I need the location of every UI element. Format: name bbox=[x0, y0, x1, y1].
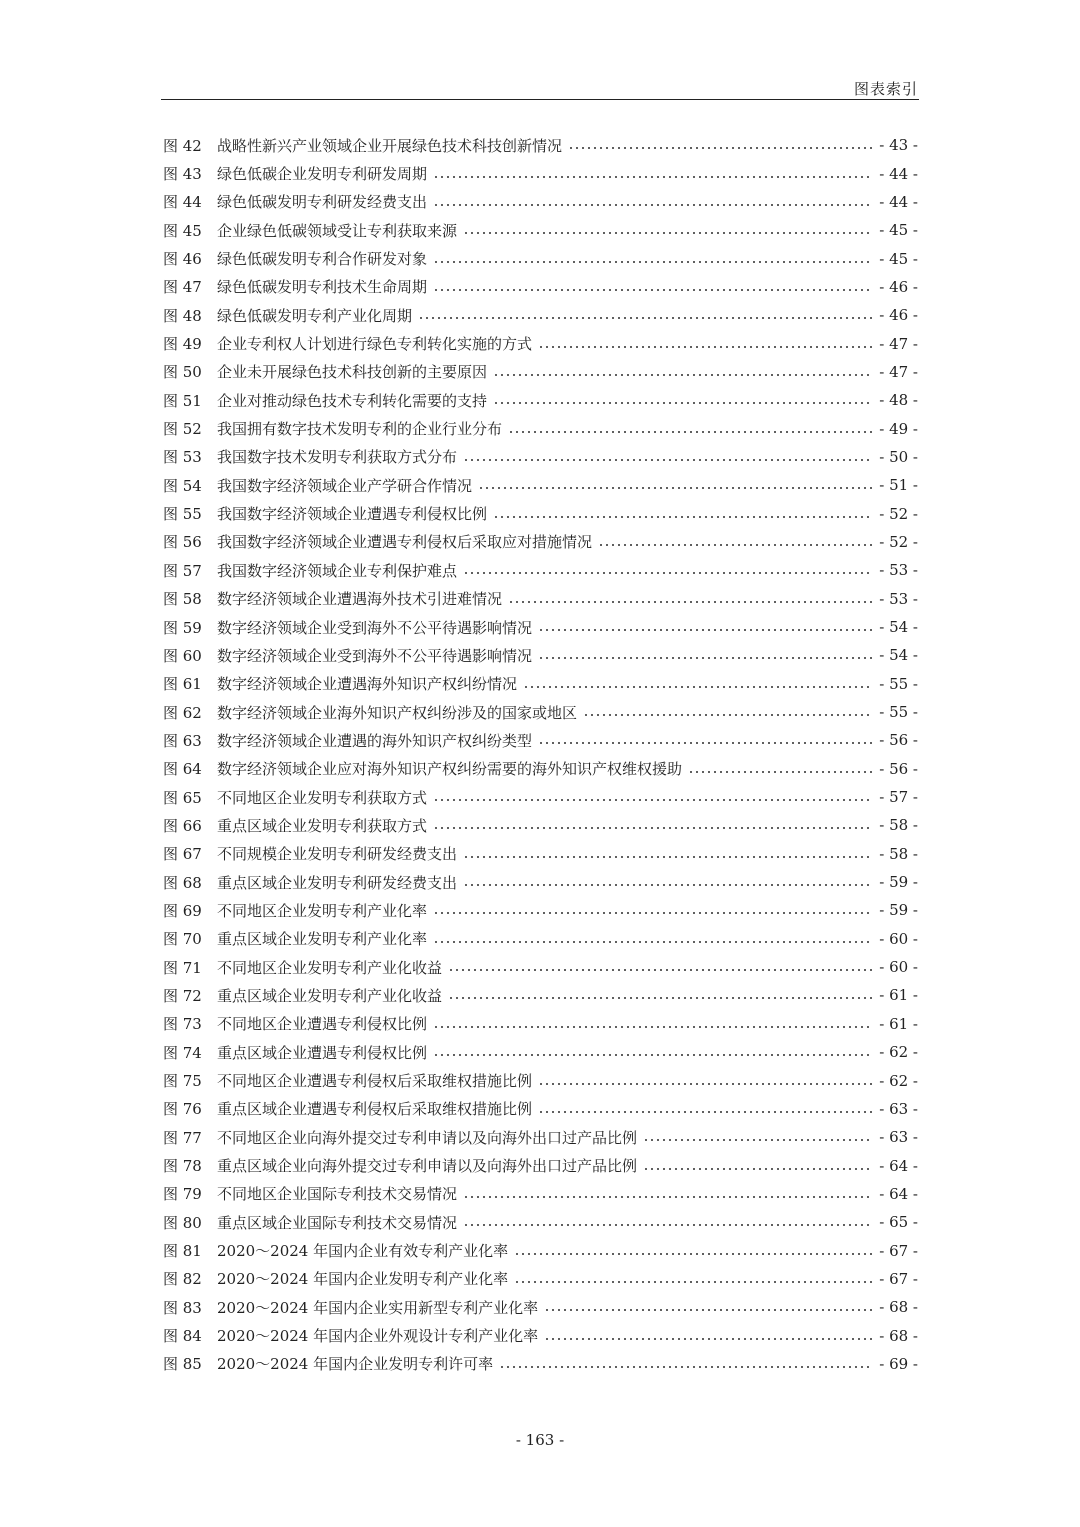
page-reference: - 62 - bbox=[879, 1043, 918, 1062]
figure-label: 图 45 bbox=[163, 221, 202, 240]
dot-leader bbox=[544, 1336, 873, 1342]
figure-label: 图 59 bbox=[163, 618, 202, 637]
figure-label: 图 63 bbox=[163, 731, 202, 750]
figure-label: 图 76 bbox=[163, 1100, 202, 1119]
figure-label: 图 50 bbox=[163, 363, 202, 382]
page-number: - 163 - bbox=[515, 1431, 565, 1449]
page-reference: - 53 - bbox=[879, 561, 918, 580]
dot-leader bbox=[544, 1307, 873, 1313]
toc-entry[interactable] bbox=[163, 131, 918, 159]
figure-title: 绿色低碳发明专利合作研发对象 bbox=[217, 250, 428, 269]
page-reference: - 53 - bbox=[879, 589, 918, 608]
toc-entry[interactable] bbox=[163, 188, 918, 216]
dot-leader bbox=[514, 1251, 873, 1257]
dot-leader bbox=[448, 995, 873, 1001]
page-reference: - 45 - bbox=[879, 221, 918, 240]
toc-entry[interactable] bbox=[163, 1066, 918, 1094]
dot-leader bbox=[433, 1024, 873, 1030]
dot-leader bbox=[568, 145, 873, 151]
figure-title: 企业专利权人计划进行绿色专利转化实施的方式 bbox=[217, 335, 533, 354]
figure-title: 战略性新兴产业领域企业开展绿色技术科技创新情况 bbox=[217, 136, 563, 155]
figure-label: 图 75 bbox=[163, 1072, 202, 1091]
figure-title: 不同地区企业发明专利产业化收益 bbox=[217, 958, 443, 977]
toc-entry[interactable] bbox=[163, 811, 918, 839]
dot-leader bbox=[478, 485, 873, 491]
toc-entry[interactable] bbox=[163, 868, 918, 896]
dot-leader bbox=[493, 372, 873, 378]
toc-entry[interactable] bbox=[163, 585, 918, 613]
figure-label: 图 51 bbox=[163, 391, 202, 410]
figure-title: 重点区域企业遭遇专利侵权比例 bbox=[217, 1043, 428, 1062]
toc-entry[interactable] bbox=[163, 159, 918, 187]
page-reference: - 49 - bbox=[879, 419, 918, 438]
page-reference: - 54 - bbox=[879, 646, 918, 665]
dot-leader bbox=[499, 1364, 873, 1370]
page-reference: - 62 - bbox=[879, 1071, 918, 1090]
figure-title: 企业对推动绿色技术专利转化需要的支持 bbox=[217, 391, 488, 410]
toc-entry[interactable] bbox=[163, 1095, 918, 1123]
figure-label: 图 71 bbox=[163, 958, 202, 977]
dot-leader bbox=[433, 910, 873, 916]
figure-label: 图 77 bbox=[163, 1128, 202, 1147]
figure-label: 图 70 bbox=[163, 930, 202, 949]
figure-label: 图 57 bbox=[163, 561, 202, 580]
figure-title: 数字经济领域企业海外知识产权纠纷涉及的国家或地区 bbox=[217, 703, 578, 722]
figure-label: 图 64 bbox=[163, 760, 202, 779]
dot-leader bbox=[688, 769, 873, 775]
figure-title: 2020～2024 年国内企业发明专利产业化率 bbox=[217, 1270, 509, 1289]
toc-entry[interactable] bbox=[163, 216, 918, 244]
toc-entry[interactable] bbox=[163, 670, 918, 698]
figure-title: 不同地区企业发明专利产业化率 bbox=[217, 901, 428, 920]
figure-title: 我国数字经济领域企业产学研合作情况 bbox=[217, 476, 473, 495]
header-title: 图表索引 bbox=[853, 80, 918, 98]
figure-label: 图 84 bbox=[163, 1327, 202, 1346]
figure-title: 不同地区企业发明专利获取方式 bbox=[217, 788, 428, 807]
toc-entry[interactable] bbox=[163, 1236, 918, 1264]
toc-entry[interactable] bbox=[163, 755, 918, 783]
figure-title: 重点区域企业向海外提交过专利申请以及向海外出口过产品比例 bbox=[217, 1157, 638, 1176]
toc-entry[interactable] bbox=[163, 244, 918, 272]
dot-leader bbox=[433, 939, 873, 945]
figure-title: 2020～2024 年国内企业有效专利产业化率 bbox=[217, 1242, 509, 1261]
figure-title: 重点区域企业发明专利产业化收益 bbox=[217, 986, 443, 1005]
toc-entry[interactable] bbox=[163, 783, 918, 811]
figure-label: 图 44 bbox=[163, 193, 202, 212]
figure-label: 图 82 bbox=[163, 1270, 202, 1289]
page-reference: - 61 - bbox=[879, 1014, 918, 1033]
figure-title: 重点区域企业遭遇专利侵权后采取维权措施比例 bbox=[217, 1100, 533, 1119]
page-reference: - 59 - bbox=[879, 873, 918, 892]
figure-label: 图 55 bbox=[163, 505, 202, 524]
dot-leader bbox=[463, 882, 873, 888]
toc-entry[interactable] bbox=[163, 499, 918, 527]
dot-leader bbox=[643, 1166, 873, 1172]
toc-entry[interactable] bbox=[163, 1293, 918, 1321]
figure-title: 数字经济领域企业遭遇海外知识产权纠纷情况 bbox=[217, 675, 518, 694]
figure-title: 数字经济领域企业应对海外知识产权纠纷需要的海外知识产权维权援助 bbox=[217, 760, 683, 779]
figure-label: 图 42 bbox=[163, 136, 202, 155]
toc-entry[interactable] bbox=[163, 1265, 918, 1293]
figure-label: 图 80 bbox=[163, 1213, 202, 1232]
page-reference: - 45 - bbox=[879, 249, 918, 268]
figure-title: 数字经济领域企业遭遇的海外知识产权纠纷类型 bbox=[217, 731, 533, 750]
dot-leader bbox=[433, 259, 873, 265]
dot-leader bbox=[418, 315, 873, 321]
dot-leader bbox=[433, 174, 873, 180]
toc-entry[interactable] bbox=[163, 1151, 918, 1179]
figure-label: 图 60 bbox=[163, 646, 202, 665]
dot-leader bbox=[433, 797, 873, 803]
page-reference: - 61 - bbox=[879, 986, 918, 1005]
page-reference: - 65 - bbox=[879, 1213, 918, 1232]
dot-leader bbox=[433, 287, 873, 293]
dot-leader bbox=[493, 400, 873, 406]
figure-index-list bbox=[163, 131, 918, 1378]
figure-label: 图 62 bbox=[163, 703, 202, 722]
toc-entry[interactable] bbox=[163, 471, 918, 499]
figure-label: 图 46 bbox=[163, 250, 202, 269]
toc-entry[interactable] bbox=[163, 386, 918, 414]
page-reference: - 60 - bbox=[879, 958, 918, 977]
dot-leader bbox=[538, 1081, 873, 1087]
toc-entry[interactable] bbox=[163, 1208, 918, 1236]
page-reference: - 60 - bbox=[879, 929, 918, 948]
figure-title: 不同地区企业国际专利技术交易情况 bbox=[217, 1185, 458, 1204]
page-reference: - 43 - bbox=[879, 136, 918, 155]
figure-label: 图 53 bbox=[163, 448, 202, 467]
toc-entry[interactable] bbox=[163, 840, 918, 868]
dot-leader bbox=[583, 712, 873, 718]
page-reference: - 44 - bbox=[879, 164, 918, 183]
page-reference: - 44 - bbox=[879, 192, 918, 211]
figure-title: 数字经济领域企业遭遇海外技术引进难情况 bbox=[217, 590, 503, 609]
toc-entry[interactable] bbox=[163, 443, 918, 471]
dot-leader bbox=[538, 627, 873, 633]
figure-label: 图 61 bbox=[163, 675, 202, 694]
figure-title: 我国数字经济领域企业遭遇专利侵权比例 bbox=[217, 505, 488, 524]
figure-label: 图 58 bbox=[163, 590, 202, 609]
dot-leader bbox=[508, 599, 873, 605]
figure-label: 图 74 bbox=[163, 1043, 202, 1062]
toc-entry[interactable] bbox=[163, 641, 918, 669]
figure-title: 我国数字经济领域企业遭遇专利侵权后采取应对措施情况 bbox=[217, 533, 593, 552]
page-reference: - 47 - bbox=[879, 334, 918, 353]
dot-leader bbox=[538, 655, 873, 661]
figure-title: 绿色低碳企业发明专利研发周期 bbox=[217, 165, 428, 184]
figure-label: 图 43 bbox=[163, 165, 202, 184]
page-reference: - 64 - bbox=[879, 1156, 918, 1175]
figure-title: 我国数字经济领域企业专利保护难点 bbox=[217, 561, 458, 580]
figure-title: 重点区域企业发明专利产业化率 bbox=[217, 930, 428, 949]
dot-leader bbox=[514, 1279, 873, 1285]
figure-title: 绿色低碳发明专利产业化周期 bbox=[217, 306, 413, 325]
dot-leader bbox=[463, 1194, 873, 1200]
dot-leader bbox=[448, 967, 873, 973]
page-reference: - 58 - bbox=[879, 844, 918, 863]
figure-label: 图 56 bbox=[163, 533, 202, 552]
figure-label: 图 79 bbox=[163, 1185, 202, 1204]
dot-leader bbox=[463, 854, 873, 860]
dot-leader bbox=[463, 570, 873, 576]
dot-leader bbox=[508, 429, 873, 435]
page-reference: - 68 - bbox=[879, 1298, 918, 1317]
figure-title: 我国数字技术发明专利获取方式分布 bbox=[217, 448, 458, 467]
figure-title: 2020～2024 年国内企业外观设计专利产业化率 bbox=[217, 1327, 539, 1346]
dot-leader bbox=[493, 514, 873, 520]
toc-entry[interactable] bbox=[163, 1123, 918, 1151]
toc-entry[interactable] bbox=[163, 273, 918, 301]
page-reference: - 58 - bbox=[879, 816, 918, 835]
toc-entry[interactable] bbox=[163, 613, 918, 641]
figure-title: 重点区域企业发明专利研发经费支出 bbox=[217, 873, 458, 892]
page-reference: - 56 - bbox=[879, 731, 918, 750]
dot-leader bbox=[433, 1052, 873, 1058]
page-reference: - 67 - bbox=[879, 1241, 918, 1260]
figure-title: 数字经济领域企业受到海外不公平待遇影响情况 bbox=[217, 618, 533, 637]
toc-entry[interactable] bbox=[163, 528, 918, 556]
figure-label: 图 68 bbox=[163, 873, 202, 892]
figure-label: 图 67 bbox=[163, 845, 202, 864]
figure-label: 图 49 bbox=[163, 335, 202, 354]
toc-entry[interactable] bbox=[163, 414, 918, 442]
toc-entry[interactable] bbox=[163, 1180, 918, 1208]
figure-title: 2020～2024 年国内企业发明专利许可率 bbox=[217, 1355, 494, 1374]
page-reference: - 54 - bbox=[879, 618, 918, 637]
figure-label: 图 72 bbox=[163, 986, 202, 1005]
page-reference: - 63 - bbox=[879, 1128, 918, 1147]
figure-title: 重点区域企业发明专利获取方式 bbox=[217, 816, 428, 835]
toc-entry[interactable] bbox=[163, 556, 918, 584]
page-reference: - 46 - bbox=[879, 306, 918, 325]
figure-label: 图 69 bbox=[163, 901, 202, 920]
figure-label: 图 78 bbox=[163, 1157, 202, 1176]
header-rule bbox=[161, 99, 919, 100]
toc-entry[interactable] bbox=[163, 301, 918, 329]
dot-leader bbox=[598, 542, 873, 548]
toc-entry[interactable] bbox=[163, 981, 918, 1009]
page-reference: - 50 - bbox=[879, 447, 918, 466]
page-reference: - 55 - bbox=[879, 703, 918, 722]
figure-label: 图 47 bbox=[163, 278, 202, 297]
figure-title: 不同地区企业遭遇专利侵权比例 bbox=[217, 1015, 428, 1034]
figure-title: 不同地区企业向海外提交过专利申请以及向海外出口过产品比例 bbox=[217, 1128, 638, 1147]
dot-leader bbox=[643, 1137, 873, 1143]
page-reference: - 52 - bbox=[879, 504, 918, 523]
figure-label: 图 83 bbox=[163, 1298, 202, 1317]
toc-entry[interactable] bbox=[163, 1350, 918, 1378]
dot-leader bbox=[523, 684, 873, 690]
toc-entry[interactable] bbox=[163, 726, 918, 754]
figure-label: 图 85 bbox=[163, 1355, 202, 1374]
dot-leader bbox=[463, 457, 873, 463]
page-reference: - 47 - bbox=[879, 362, 918, 381]
figure-label: 图 52 bbox=[163, 420, 202, 439]
figure-label: 图 48 bbox=[163, 306, 202, 325]
toc-entry[interactable] bbox=[163, 953, 918, 981]
dot-leader bbox=[538, 1109, 873, 1115]
dot-leader bbox=[463, 230, 873, 236]
figure-title: 2020～2024 年国内企业实用新型专利产业化率 bbox=[217, 1298, 539, 1317]
figure-label: 图 66 bbox=[163, 816, 202, 835]
figure-label: 图 54 bbox=[163, 476, 202, 495]
figure-label: 图 81 bbox=[163, 1242, 202, 1261]
figure-title: 绿色低碳发明专利研发经费支出 bbox=[217, 193, 428, 212]
figure-title: 企业绿色低碳领域受让专利获取来源 bbox=[217, 221, 458, 240]
figure-title: 重点区域企业国际专利技术交易情况 bbox=[217, 1213, 458, 1232]
page-reference: - 51 - bbox=[879, 476, 918, 495]
page-reference: - 48 - bbox=[879, 391, 918, 410]
dot-leader bbox=[433, 825, 873, 831]
figure-title: 绿色低碳发明专利技术生命周期 bbox=[217, 278, 428, 297]
toc-entry[interactable] bbox=[163, 1321, 918, 1349]
page-reference: - 69 - bbox=[879, 1354, 918, 1373]
toc-entry[interactable] bbox=[163, 329, 918, 357]
page-reference: - 59 - bbox=[879, 901, 918, 920]
page-reference: - 52 - bbox=[879, 532, 918, 551]
page-reference: - 55 - bbox=[879, 674, 918, 693]
figure-label: 图 65 bbox=[163, 788, 202, 807]
figure-title: 数字经济领域企业受到海外不公平待遇影响情况 bbox=[217, 646, 533, 665]
toc-entry[interactable] bbox=[163, 896, 918, 924]
figure-title: 企业未开展绿色技术科技创新的主要原因 bbox=[217, 363, 488, 382]
page-reference: - 67 - bbox=[879, 1269, 918, 1288]
figure-title: 不同地区企业遭遇专利侵权后采取维权措施比例 bbox=[217, 1072, 533, 1091]
toc-entry[interactable] bbox=[163, 1038, 918, 1066]
dot-leader bbox=[433, 202, 873, 208]
toc-entry[interactable] bbox=[163, 1010, 918, 1038]
page-reference: - 56 - bbox=[879, 759, 918, 778]
figure-label: 图 73 bbox=[163, 1015, 202, 1034]
toc-entry[interactable] bbox=[163, 925, 918, 953]
page-reference: - 46 - bbox=[879, 277, 918, 296]
toc-entry[interactable] bbox=[163, 358, 918, 386]
figure-title: 不同规模企业发明专利研发经费支出 bbox=[217, 845, 458, 864]
page-reference: - 64 - bbox=[879, 1184, 918, 1203]
page-reference: - 57 - bbox=[879, 788, 918, 807]
toc-entry[interactable] bbox=[163, 698, 918, 726]
figure-title: 我国拥有数字技术发明专利的企业行业分布 bbox=[217, 420, 503, 439]
page-reference: - 63 - bbox=[879, 1099, 918, 1118]
dot-leader bbox=[463, 1222, 873, 1228]
page-reference: - 68 - bbox=[879, 1326, 918, 1345]
dot-leader bbox=[538, 344, 873, 350]
dot-leader bbox=[538, 740, 873, 746]
